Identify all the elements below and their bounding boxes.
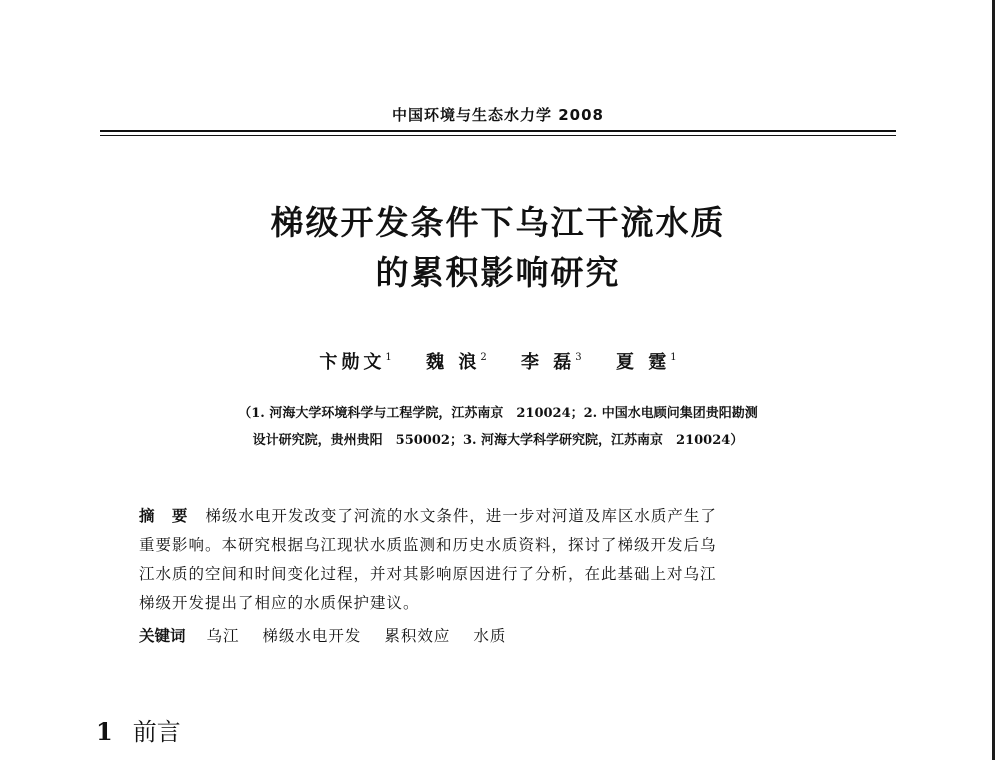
keyword: 梯级水电开发: [262, 627, 362, 645]
author: [521, 348, 582, 374]
author: [426, 348, 487, 374]
author-name: 卞勋文: [319, 352, 386, 373]
keyword: 乌江: [206, 627, 240, 645]
header-rule-thick: [100, 130, 896, 132]
abstract-line: [139, 502, 869, 531]
keywords: [139, 624, 524, 646]
keyword: 水质: [473, 627, 507, 645]
author-affiliation-mark: 1: [385, 352, 392, 363]
abstract-line: 梯级开发提出了相应的水质保护建议。: [139, 594, 420, 612]
paper-title-line-2: 的累积影响研究: [375, 253, 621, 292]
abstract-text: 梯级水电开发改变了河流的水文条件，进一步对河道及库区水质产生了: [205, 507, 717, 525]
affiliation-line-2: 设计研究院，贵州贵阳 550002；3. 河海大学科学研究院，江苏南京 210024）: [252, 433, 744, 448]
paper-title-line-1: 梯级开发条件下乌江干流水质: [270, 203, 726, 242]
abstract-line: 江水质的空间和时间变化过程，并对其影响原因进行了分析，在此基础上对乌江: [139, 565, 717, 583]
page-edge-border: [992, 0, 995, 760]
abstract-line: 重要影响。本研究根据乌江现状水质监测和历史水质资料，探讨了梯级开发后乌: [139, 536, 717, 554]
abstract-label: 摘 要: [139, 507, 194, 525]
abstract: [139, 502, 869, 618]
keywords-label: 关键词: [139, 627, 186, 645]
paper-title: [100, 198, 896, 298]
section-heading: [96, 712, 181, 747]
section-title: 前言: [132, 718, 181, 746]
header-rule-thin: [100, 135, 896, 136]
author-name: 魏 浪: [426, 352, 481, 373]
author: [319, 348, 391, 374]
author-affiliation-mark: 2: [480, 352, 487, 363]
author-name: 夏 霆: [615, 352, 671, 373]
affiliations: [100, 400, 896, 454]
author-name: 李 磊: [521, 352, 576, 373]
author-list: [100, 348, 896, 374]
author-affiliation-mark: 1: [670, 352, 677, 363]
affiliation-line-1: （1. 河海大学环境科学与工程学院，江苏南京 210024；2. 中国水电顾问集团贵阳勘测: [238, 406, 758, 421]
keyword: 累积效应: [384, 627, 451, 645]
author-affiliation-mark: 3: [575, 352, 582, 363]
section-number: 1: [96, 717, 113, 746]
author: [616, 348, 677, 374]
journal-header: 中国环境与生态水力学 2008: [392, 106, 604, 124]
